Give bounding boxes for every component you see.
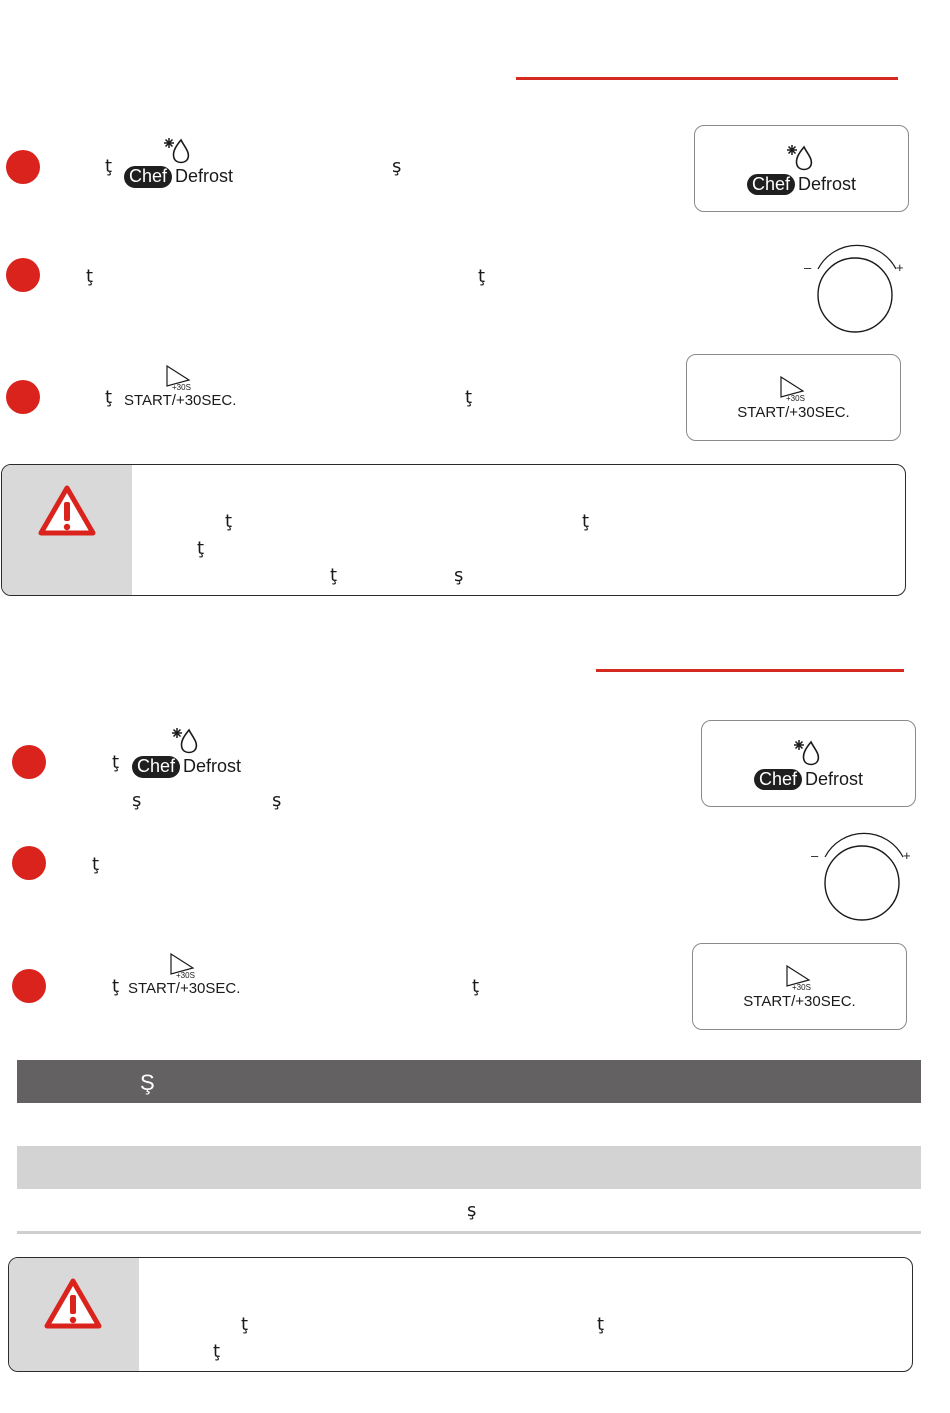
chef-defrost-label: [124, 166, 233, 188]
start-icon-sub: +30S: [172, 383, 192, 392]
dial-minus-label: –: [804, 260, 812, 275]
start-icon-sub: +30S: [176, 971, 196, 980]
start-play-icon: [163, 364, 197, 392]
dial-icon: [802, 244, 912, 336]
defrost-text: Defrost: [175, 166, 234, 187]
section1-header-rule: [516, 77, 898, 80]
dial-control[interactable]: [809, 832, 919, 924]
warning-glyph: ţ: [582, 511, 590, 532]
section2-header-rule: [596, 669, 904, 672]
start-text: START/+30SEC.: [743, 993, 856, 1010]
step1-marker: [12, 745, 46, 779]
defrost-button-panel[interactable]: [701, 720, 916, 807]
warning-glyph: ţ: [213, 1341, 221, 1362]
dial-icon: [809, 832, 919, 924]
step3-start-button-inline: [128, 952, 240, 997]
dial-plus-label: +: [903, 848, 911, 863]
chef-defrost-label: [747, 174, 856, 196]
chef-defrost-label: [754, 769, 863, 791]
warning-box-1: [1, 464, 906, 596]
start-play-icon: [783, 963, 817, 993]
warning-glyph: ţ: [330, 565, 338, 586]
start-button-panel[interactable]: [686, 354, 901, 441]
step3-start-button-inline: [124, 364, 236, 409]
warning-glyph: ş: [454, 565, 464, 586]
step2-marker: [6, 258, 40, 292]
step3-marker: [12, 969, 46, 1003]
start-icon-sub: +30S: [785, 394, 805, 403]
defrost-text: Defrost: [798, 173, 857, 194]
warning-glyph: ţ: [197, 538, 205, 559]
step1-text-glyph: ţ: [112, 752, 120, 773]
defrost-drop-icon: [170, 726, 204, 756]
step1-marker: [6, 150, 40, 184]
defrost-drop-icon: [162, 136, 196, 166]
warning-triangle-icon: [44, 1278, 102, 1330]
step1-defrost-button-inline: [124, 136, 233, 188]
warning-glyph: ţ: [225, 511, 233, 532]
chef-pill: Chef: [754, 769, 802, 791]
dial-minus-label: –: [811, 848, 819, 863]
step1-text-glyph-3: ş: [272, 790, 282, 811]
step3-text-glyph: ţ: [105, 387, 113, 408]
step3-text-glyph: ţ: [112, 976, 120, 997]
defrost-button-panel[interactable]: [694, 125, 909, 212]
step2-text-glyph: ţ: [86, 266, 94, 287]
start-text: START/+30SEC.: [737, 404, 850, 421]
dial-plus-label: +: [896, 260, 904, 275]
start-button-panel[interactable]: [692, 943, 907, 1030]
warning-glyph: ţ: [241, 1314, 249, 1335]
step3-marker: [6, 380, 40, 414]
step3-text-glyph-2: ţ: [465, 387, 473, 408]
step2-marker: [12, 846, 46, 880]
chef-defrost-label: [132, 756, 241, 778]
table-cell-glyph: ş: [467, 1200, 477, 1221]
warning-glyph: ţ: [597, 1314, 605, 1335]
table-header: [17, 1060, 921, 1103]
defrost-drop-icon: [792, 737, 826, 769]
defrost-text: Defrost: [183, 756, 242, 777]
start-icon-sub: +30S: [791, 983, 811, 992]
step2-text-glyph: ţ: [92, 854, 100, 875]
chef-pill: Chef: [132, 756, 180, 778]
dial-control[interactable]: [802, 244, 912, 336]
step1-text-glyph-2: ş: [132, 790, 142, 811]
start-text: START/+30SEC.: [128, 980, 241, 997]
chef-pill: Chef: [747, 174, 795, 196]
warning-triangle-icon: [38, 485, 96, 537]
warning-box-2: [8, 1257, 913, 1372]
table-row: [17, 1146, 921, 1189]
defrost-text: Defrost: [805, 768, 864, 789]
start-play-icon: [167, 952, 201, 980]
start-text: START/+30SEC.: [124, 392, 237, 409]
step1-text-glyph: ţ: [105, 156, 113, 177]
step2-text-glyph-2: ţ: [478, 266, 486, 287]
start-play-icon: [777, 374, 811, 404]
step1-defrost-button-inline: [132, 726, 241, 778]
defrost-drop-icon: [785, 142, 819, 174]
table-header-glyph: Ş: [140, 1070, 155, 1095]
step1-text-glyph-2: ş: [392, 156, 402, 177]
step3-text-glyph-2: ţ: [472, 976, 480, 997]
table-bottom-rule: [17, 1231, 921, 1234]
chef-pill: Chef: [124, 166, 172, 188]
